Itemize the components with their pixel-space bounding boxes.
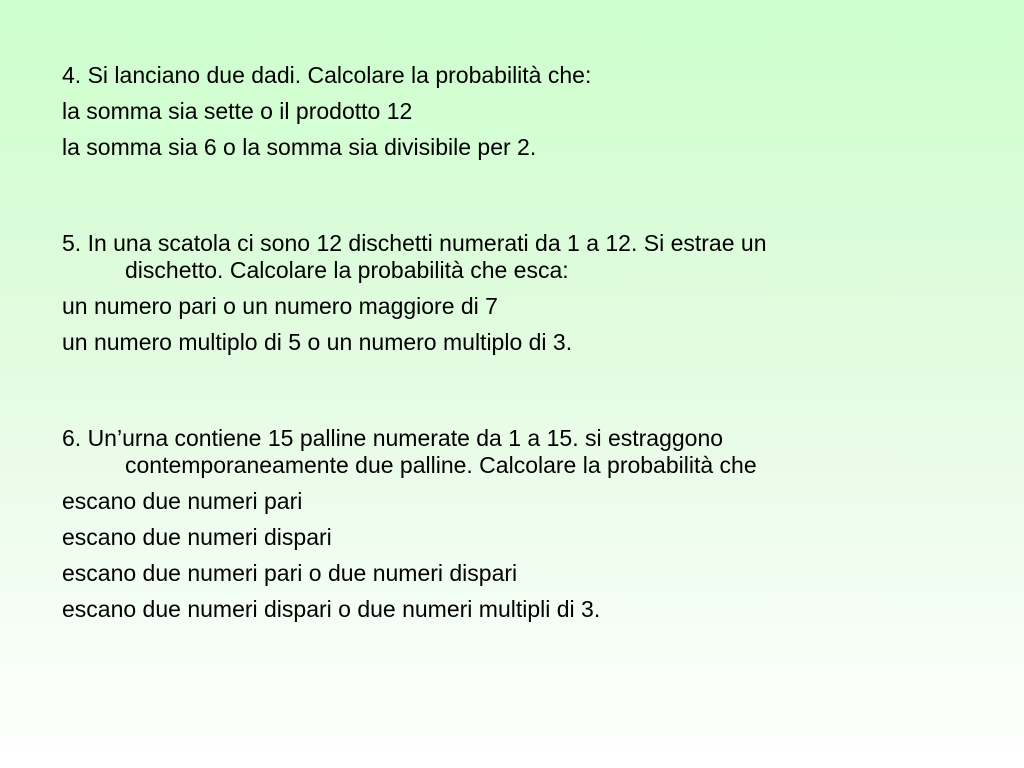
problem-6-title-line-2: contemporaneamente due palline. Calcolare la probabilità che: [125, 452, 757, 478]
problem-6-item: escano due numeri pari o due numeri dispari: [62, 560, 518, 586]
problem-4-title: 4. Si lanciano due dadi. Calcolare la probabilità che:: [62, 62, 592, 88]
slide-content: [62, 62, 962, 632]
problem-6-item: escano due numeri pari: [62, 488, 303, 514]
problem-6-item: escano due numeri dispari: [62, 524, 332, 550]
problem-6-title-line-1: 6. Un’urna contiene 15 palline numerate da 1 a 15. si estraggono: [62, 425, 724, 451]
problem-5: [62, 230, 962, 356]
problem-4-item: la somma sia 6 o la somma sia divisibile per 2.: [62, 134, 537, 160]
problem-6-item: escano due numeri dispari o due numeri multipli di 3.: [62, 596, 601, 622]
problem-5-title-line-2: dischetto. Calcolare la probabilità che esca:: [125, 257, 569, 283]
problem-4-item: la somma sia sette o il prodotto 12: [62, 98, 413, 124]
problem-5-item: un numero multiplo di 5 o un numero multiplo di 3.: [62, 329, 573, 355]
problem-6-title: [62, 425, 962, 479]
problem-5-title-line-1: 5. In una scatola ci sono 12 dischetti numerati da 1 a 12. Si estrae un: [62, 230, 767, 256]
spacer: [62, 365, 962, 425]
problem-5-title: [62, 230, 962, 284]
problem-4: [62, 62, 962, 161]
problem-6: [62, 425, 962, 623]
problem-5-item: un numero pari o un numero maggiore di 7: [62, 293, 498, 319]
spacer: [62, 170, 962, 230]
